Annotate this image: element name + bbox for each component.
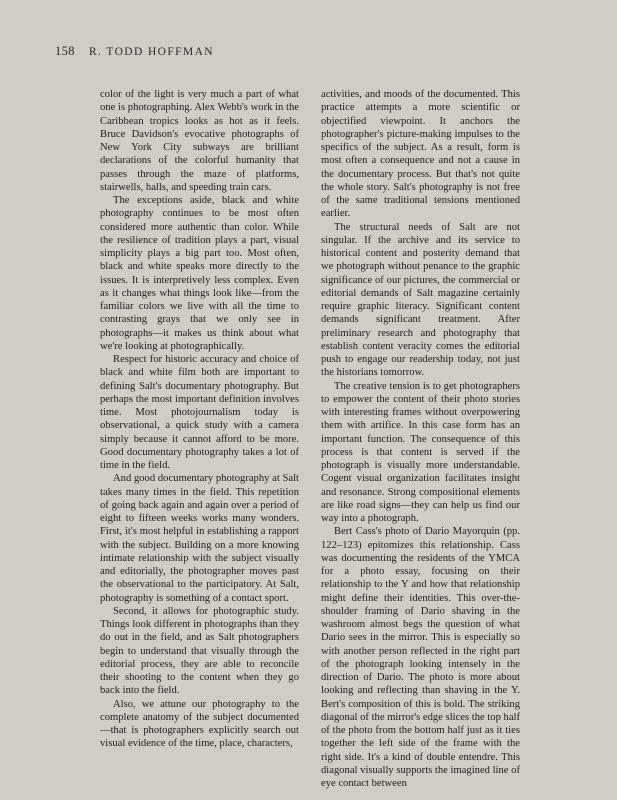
paragraph: Second, it allows for photographic study. Things look different in photographs than they do out in the field, and as Salt photographers begin to understand that visually through the editorial process, they are able to reconcile their shooting to the content when they go back into the field. xyxy=(100,605,299,697)
paragraph: color of the light is very much a part of what one is photographing. Alex Webb's work in the Caribbean tropics looks as hot as it feels. Bruce Davidson's evocative photographs of New York City subways are brilliant declarations of the colorful humanity that passes through the maze of platforms, stairwells, halls, and speeding train cars. xyxy=(100,89,299,193)
paragraph: And good documentary photography at Salt takes many times in the field. This repetition of going back again and again over a period of eight to fifteen weeks works many wonders. First, it's most helpful in establishing a rapport with the subject. Building on a more knowing intimate relationship with the subject visually and editorially, the photographer moves past the observational to the participatory. At Salt, photography is something of a contact sport. xyxy=(100,473,299,604)
paragraph: The creative tension is to get photographers to empower the content of their photo stories with interesting frames without overpowering them with artifice. In this case form has an important function. The consequence of this process is that content is served if the photograph is visually more understandable. Cogent visual organization facilitates insight and resonance. Strong compositional elements are like road signs—they can help us find our way into a photograph. xyxy=(321,380,520,524)
left-column xyxy=(100,88,299,790)
right-column xyxy=(321,88,520,790)
paragraph: Respect for historic accuracy and choice of black and white film both are important to defining Salt's documentary photography. But perhaps the most important definition involves time. Most photojournalism today is observational, a quick study with a camera simply because it cannot afford to be more. Good documentary photography takes a lot of time in the field. xyxy=(100,354,299,471)
paragraph: The exceptions aside, black and white photography continues to be most often considered more authentic than color. While the resilience of tradition plays a part, visual simplicity plays a big part too. Most often, black and white speaks more directly to the issues. It is interpretively less complex. Even as it changes what things look like—from the familiar colors we live with all the time to contrasting grays that we only see in photographs—it makes us think about what we're looking at photographically. xyxy=(100,195,299,352)
page-number: 158 xyxy=(55,44,75,58)
paragraph: Bert Cass's photo of Dario Mayorquin (pp. 122–123) epitomizes this relationship. Cass was documenting the residents of the YMCA for a photo essay, focusing on their relationship to the Y and how that relationship might define their identities. This over-the-shoulder framing of Dario shaving in the washroom almost begs the question of what Dario sees in the mirror. This is especially so with another person reflected in the right part of the photograph looking intensely in the direction of Dario. The photo is more about looking and reflecting than shaving in the Y. Bert's composition of this is bold. The striking diagonal of the mirror's edge slices the top half of the photo from the bottom half just as it ties together the left side of the frame with the right side. It's a kind of double entendre. This diagonal visually supports the imagined line of eye contact between xyxy=(321,526,521,789)
paragraph: Also, we attune our photography to the complete anatomy of the subject documented—that is photographers explicitly search out visual evidence of the time, place, characters, xyxy=(100,698,299,750)
paragraph: The structural needs of Salt are not singular. If the archive and its service to historical content and posterity demand that we photograph without penance to the graphic significance of our pictures, the commercial or editorial demands of Salt magazine certainly require graphic literacy. Significant content demands significant treatment. After preliminary research and photography that establish content veracity comes the editorial push to engage our readership today, not just the historians tomorrow. xyxy=(321,221,520,379)
running-head-title: R. TODD HOFFMAN xyxy=(88,46,215,58)
paragraph: activities, and moods of the documented. This practice attempts a more scientific or objectified viewpoint. It anchors the photographer's picture-making impulses to the specifics of the subject. As a result, form is most often a consequence and not a cause in the documentary process. But that's not quite the whole story. Salt's photography is not free of the same traditional tensions mentioned earlier. xyxy=(321,89,520,220)
page-body xyxy=(100,88,520,790)
running-head xyxy=(55,44,562,59)
